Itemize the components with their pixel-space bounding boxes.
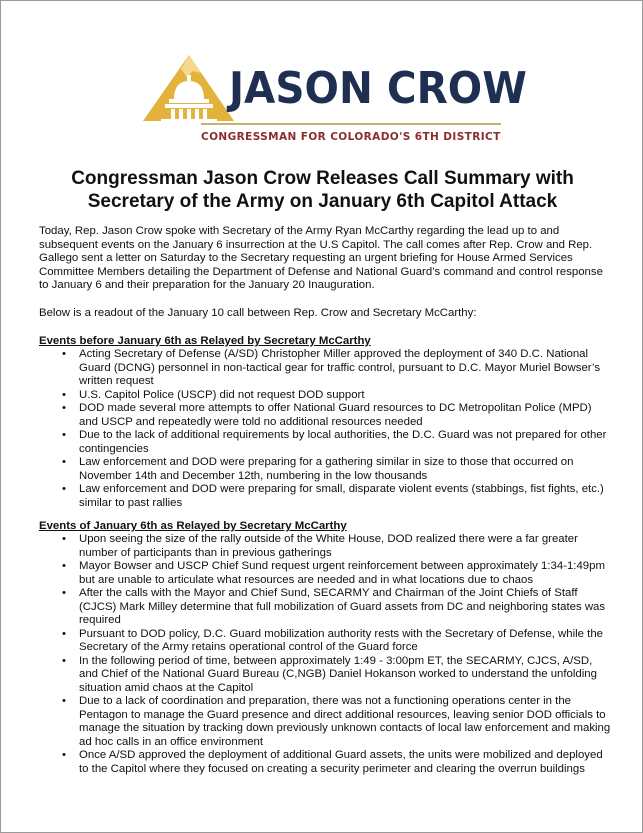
list-item: • Acting Secretary of Defense (A/SD) Christopher Miller approved the deployment of 340 D.C. National Guard (DCNG) personnel in non-tactical gear for traffic control, pursuant to D.C. Mayor Muriel Bowser’s written request [39,348,611,389]
press-release-title: Congressman Jason Crow Releases Call Summary with Secretary of the Army on January 6th Capitol Attack [71,168,574,212]
list-item: • U.S. Capitol Police (USCP) did not request DOD support [39,389,611,403]
list-item: • DOD made several more attempts to offer National Guard resources to DC Metropolitan Police (MPD) and USCP and repeatedly were told no additional resources needed [39,402,611,429]
list-item: • In the following period of time, between approximately 1:49 - 3:00pm ET, the SECARMY, CJCS, A/SD, and Chief of the National Guard Bureau (C,NGB) Daniel Hokanson worked to understand the unfolding situation amid chaos at the Capitol [39,655,611,696]
section-title-before: Events before January 6th as Relayed by Secretary McCarthy [39,335,371,347]
logo-divider [201,123,501,125]
list-item: • Once A/SD approved the deployment of additional Guard assets, the units were mobilized and deployed to the Capitol where they focused on creating a security perimeter and clearing the overrun buildings [39,749,611,776]
list-item: • Due to a lack of coordination and preparation, there was not a functioning operations center in the Pentagon to manage the Guard presence and direct additional resources, leaving senior DOD officials to manage the situation by tracking down previously unknown contacts of local law enforcement and making ad hoc calls in an office environment [39,695,611,749]
intro-paragraph: Today, Rep. Jason Crow spoke with Secretary of the Army Ryan McCarthy regarding the lead up to and subsequent events on the January 6 insurrection at the U.S Capitol. The call comes after Rep. Crow and Rep. Gallego sent a letter on Saturday to the Secretary requesting an urgent briefing for House Armed Services Committee Members detailing the Department of Defense and National Guard’s command and control response to January 6 and their preparation for the January 20 Inauguration. [39,225,603,291]
logo-subtitle: CONGRESSMAN FOR COLORADO'S 6TH DISTRICT [201,131,501,143]
section-title-during: Events of January 6th as Relayed by Secretary McCarthy [39,520,347,532]
campaign-logo [141,53,527,145]
list-item: • Law enforcement and DOD were preparing for small, disparate violent events (stabbings, fist fights, etc.) similar to past rallies [39,483,611,510]
list-item: • Mayor Bowser and USCP Chief Sund request urgent reinforcement between approximately 1:34-1:49pm but are unable to articulate what resources are needed and in what locations due to chaos [39,560,611,587]
readout-intro: Below is a readout of the January 10 call between Rep. Crow and Secretary McCarthy: [39,307,477,319]
section-list-during [39,533,611,776]
logo-name: JASON CROW [229,63,527,114]
list-item: • Law enforcement and DOD were preparing for a gathering similar in size to those that occurred on November 14th and December 12th, numbering in the low thousands [39,456,611,483]
section-list-before [39,348,611,510]
list-item: • After the calls with the Mayor and Chief Sund, SECARMY and Chairman of the Joint Chiefs of Staff (CJCS) Mark Milley determine that full mobilization of Guard assets from DC and neighboring states was required [39,587,611,628]
list-item: • Pursuant to DOD policy, D.C. Guard mobilization authority rests with the Secretary of Defense, while the Secretary of the Army retains operational control of the Guard force [39,628,611,655]
list-item: • Upon seeing the size of the rally outside of the White House, DOD realized there were a far greater number of participants than in previous gatherings [39,533,611,560]
list-item: • Due to the lack of additional requirements by local authorities, the D.C. Guard was not prepared for other contingencies [39,429,611,456]
capitol-mountain-logo-icon [141,53,236,123]
